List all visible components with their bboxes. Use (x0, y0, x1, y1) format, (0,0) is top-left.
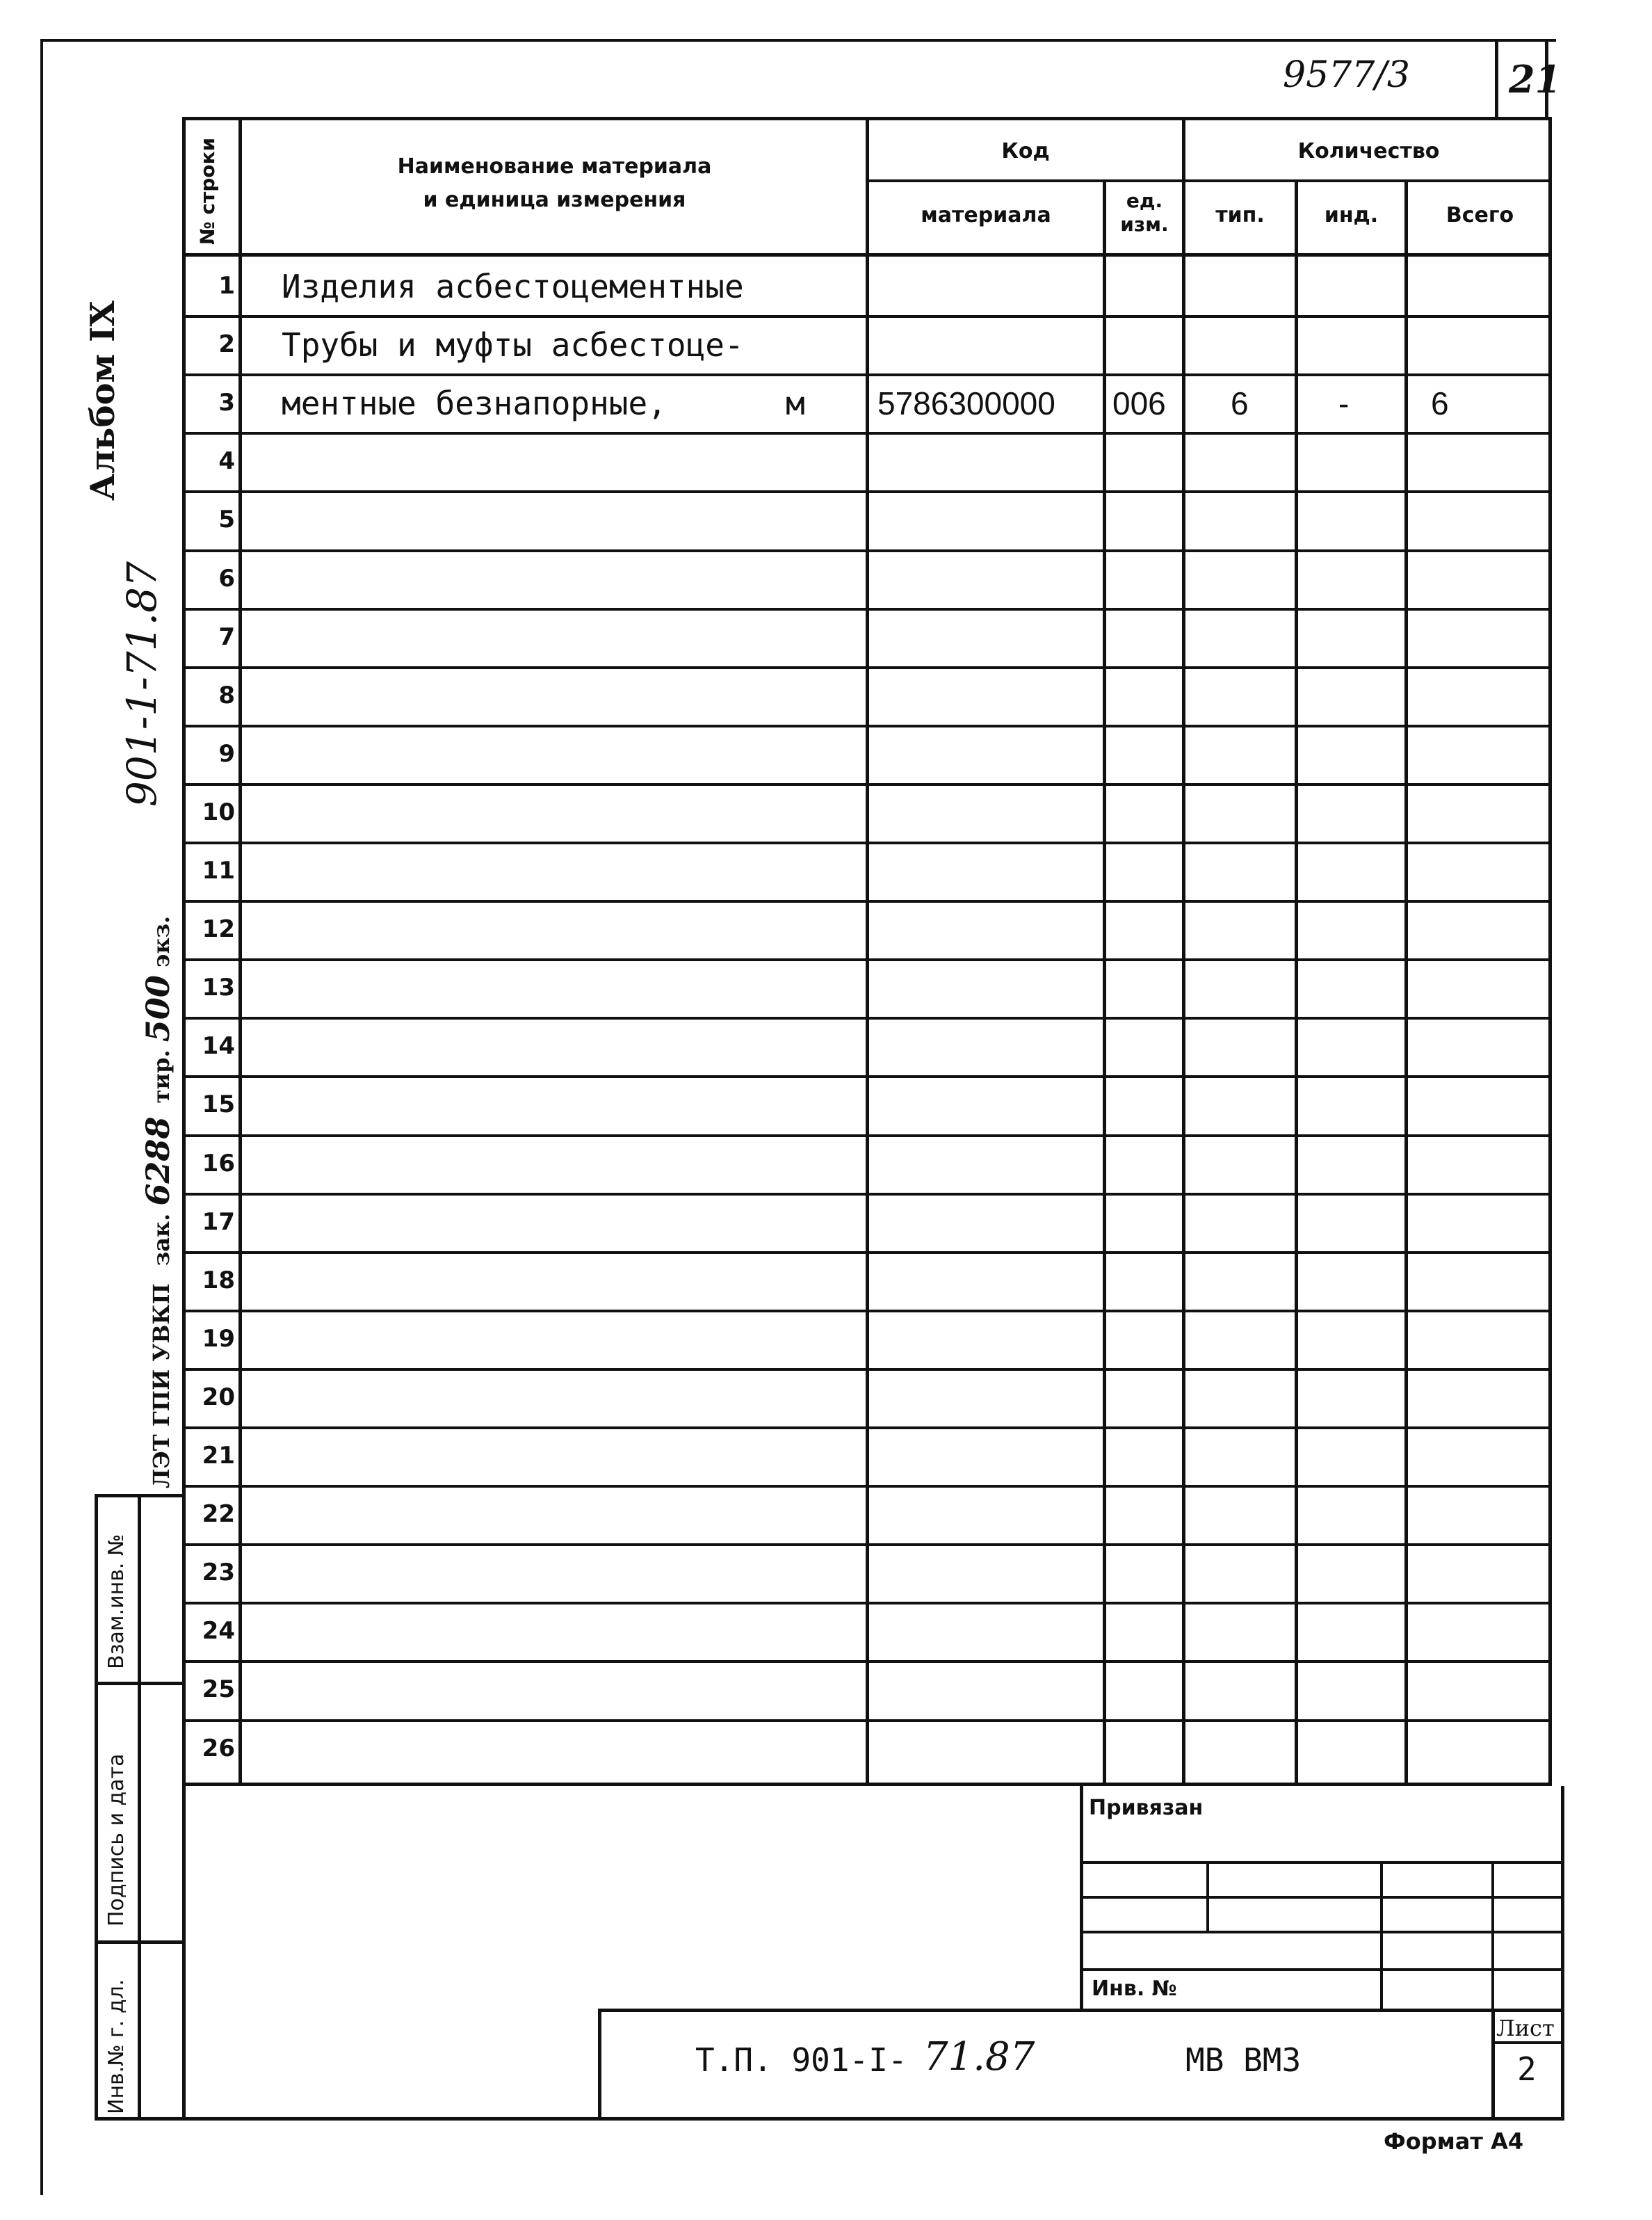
col-line-name (866, 117, 869, 1786)
row-divider (182, 549, 1552, 552)
zak-label: зак. (148, 1213, 175, 1266)
frame-top-border (40, 39, 1556, 42)
privyazan-col-3 (1491, 1861, 1494, 2010)
row-divider (182, 1310, 1552, 1312)
row-divider (182, 1543, 1552, 1546)
row-number: 8 (218, 682, 235, 709)
header-code-material: материала (921, 203, 1051, 227)
row-divider (182, 1251, 1552, 1254)
row-number: 19 (202, 1325, 235, 1353)
header-name-line2: и единица измерения (423, 188, 686, 212)
header-qty-ind: инд. (1324, 203, 1379, 227)
row-unit: м (786, 385, 805, 422)
row-qty-total: 6 (1431, 385, 1449, 421)
row-qty-ind: - (1338, 385, 1350, 421)
row-divider (182, 1485, 1552, 1488)
stamp-bottom (95, 2117, 186, 2121)
row-number: 1 (218, 272, 235, 300)
row-divider (182, 1075, 1552, 1078)
row-number: 3 (218, 389, 235, 417)
designation-prefix: Т.П. 901-I- (695, 2041, 907, 2079)
row-divider (182, 315, 1552, 318)
row-number: 16 (202, 1150, 235, 1177)
row-number: 6 (218, 565, 235, 593)
zak-number: 6288 (139, 1116, 177, 1206)
format-label: Формат А4 (1384, 2128, 1524, 2155)
designation-code: МВ ВМЗ (1185, 2041, 1302, 2079)
col-line-code-end (1182, 117, 1185, 1786)
sheet-number-top: 21 (1509, 57, 1562, 102)
stamp-signature-date: Подпись и дата (104, 1753, 129, 1927)
row-number: 18 (202, 1266, 235, 1294)
privyazan-col-1 (1206, 1861, 1209, 1933)
row-number: 15 (202, 1091, 235, 1118)
stamp-divider-1 (95, 1682, 186, 1685)
header-code-unit: ед. изм. (1120, 189, 1169, 236)
header-qty-typ: тип. (1215, 203, 1265, 227)
row-number: 14 (202, 1032, 235, 1060)
row-divider (182, 842, 1552, 844)
stamp-divider-2 (95, 1940, 186, 1944)
header-sub-line (866, 179, 1552, 182)
row-number: 12 (202, 915, 235, 943)
row-divider (182, 608, 1552, 611)
row-name: Изделия асбестоцементные (282, 268, 744, 305)
row-number: 25 (202, 1675, 235, 1703)
col-line-rownum (238, 117, 242, 1786)
row-number: 17 (202, 1208, 235, 1236)
sheet-box-divider (1495, 42, 1498, 118)
row-divider (182, 1602, 1552, 1604)
designation-top (598, 2009, 1564, 2012)
stamp-left (95, 1494, 98, 2120)
row-unit-code: 006 (1112, 385, 1166, 421)
sheet-number: 2 (1517, 2050, 1537, 2088)
row-divider (182, 1660, 1552, 1663)
row-number: 10 (202, 798, 235, 826)
privyazan-col-2 (1380, 1861, 1383, 2010)
header-quantity: Количество (1297, 139, 1440, 163)
row-number: 24 (202, 1617, 235, 1645)
row-name: ментные безнапорные, (282, 385, 667, 422)
row-divider (182, 666, 1552, 669)
row-divider (182, 1719, 1552, 1722)
bottom-right-line (1561, 1786, 1564, 2120)
sheet-box-mid (1491, 2041, 1564, 2044)
header-code: Код (1001, 139, 1050, 163)
header-name-line1: Наименование материала (397, 154, 712, 179)
row-number: 20 (202, 1383, 235, 1411)
row-divider (182, 373, 1552, 376)
row-number: 9 (218, 740, 235, 768)
designation-number: 71.87 (923, 2034, 1035, 2080)
stamp-top (95, 1494, 186, 1497)
tir-label: тир. (148, 1049, 175, 1104)
row-number: 26 (202, 1735, 235, 1762)
row-number: 21 (202, 1442, 235, 1470)
row-divider (182, 1426, 1552, 1429)
album-label: Альбом IX (83, 300, 122, 501)
row-number: 23 (202, 1559, 235, 1586)
bottom-line (182, 2117, 1564, 2121)
header-row-number: № строки (196, 137, 219, 245)
row-divider (182, 1017, 1552, 1020)
row-divider (182, 1368, 1552, 1371)
row-divider (182, 1193, 1552, 1196)
tir-number: 500 (139, 975, 177, 1043)
ekz-label: экз. (148, 915, 175, 968)
frame-left-border (40, 39, 43, 2195)
header-qty-total: Всего (1446, 203, 1514, 227)
sheet-box-left (1491, 2009, 1495, 2120)
row-number: 5 (218, 506, 235, 533)
document-number: 9577/3 (1283, 54, 1410, 96)
row-divider (182, 900, 1552, 903)
row-divider (182, 432, 1552, 435)
row-name: Трубы и муфты асбестоце- (282, 326, 744, 364)
row-material-code: 5786300000 (877, 385, 1055, 421)
sheet-label: Лист (1496, 2015, 1555, 2041)
stamp-replace-inv: Взам.инв. № (104, 1534, 129, 1669)
designation-left (598, 2009, 601, 2120)
row-qty-typ: 6 (1231, 385, 1249, 421)
row-number: 22 (202, 1500, 235, 1528)
project-number-margin: 901-1-71.87 (118, 561, 165, 807)
stamp-right (138, 1494, 141, 2120)
inv-number-label: Инв. № (1092, 1977, 1177, 2001)
bottom-left-line (182, 1786, 186, 2120)
print-info (139, 916, 177, 1488)
row-divider (182, 1134, 1552, 1137)
print-info-prefix: ЛЭТ ГПИ УВКП (148, 1283, 175, 1488)
row-number: 7 (218, 623, 235, 651)
row-divider (182, 958, 1552, 961)
row-number: 2 (218, 330, 235, 358)
row-divider (182, 490, 1552, 493)
row-number: 11 (202, 857, 235, 885)
row-divider (182, 783, 1552, 786)
row-number: 4 (218, 447, 235, 475)
row-divider (182, 725, 1552, 727)
stamp-inv-original: Инв.№ г. дл. (104, 1979, 129, 2114)
privyazan-label: Привязан (1089, 1796, 1204, 1820)
row-number: 13 (202, 974, 235, 1002)
